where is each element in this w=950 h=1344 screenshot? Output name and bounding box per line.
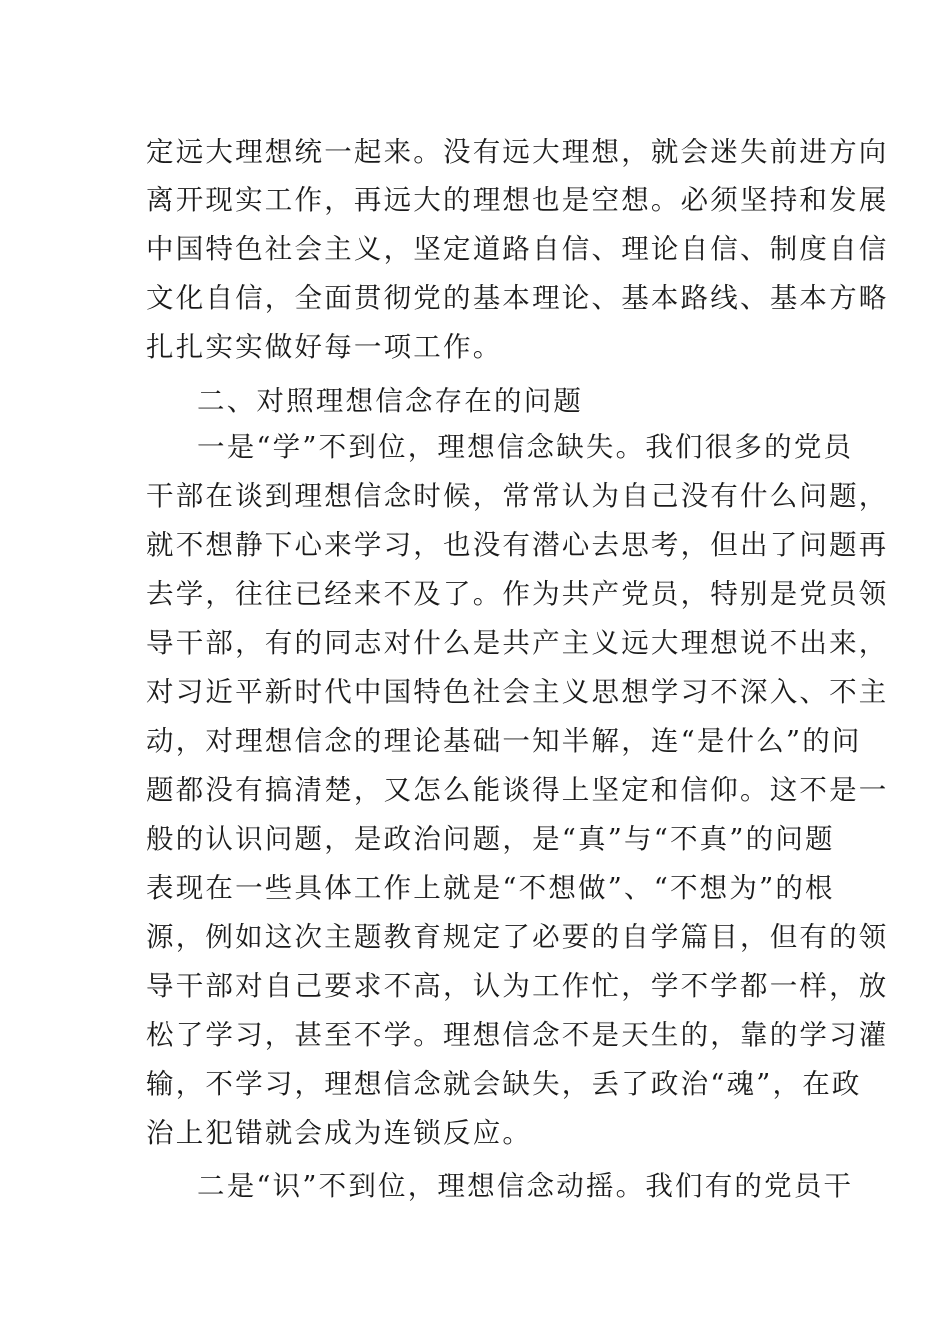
text-line: 中国特色社会主义，坚定道路自信、理论自信、制度自信	[146, 233, 889, 265]
text-line: 动，对理想信念的理论基础一知半解，连“是什么”的问	[146, 725, 862, 757]
text-line: 导干部对自己要求不高，认为工作忙，学不学都一样，放	[146, 970, 889, 1002]
text-line: 定远大理想统一起来。没有远大理想，就会迷失前进方向	[146, 136, 889, 168]
text-line: 题都没有搞清楚，又怎么能谈得上坚定和信仰。这不是一	[146, 774, 889, 806]
text-line: 干部在谈到理想信念时候，常常认为自己没有什么问题，	[146, 480, 889, 512]
text-line: 文化自信，全面贯彻党的基本理论、基本路线、基本方略	[146, 282, 889, 314]
text-line: 离开现实工作，再远大的理想也是空想。必须坚持和发展	[146, 184, 889, 216]
text-line: 输，不学习，理想信念就会缺失，丢了政治“魂”，在政	[146, 1068, 862, 1100]
text-line: 般的认识问题，是政治问题，是“真”与“不真”的问题	[146, 823, 835, 855]
text-line: 去学，往往已经来不及了。作为共产党员，特别是党员领	[146, 578, 889, 610]
text-line: 扎扎实实做好每一项工作。	[146, 331, 503, 363]
text-line: 导干部，有的同志对什么是共产主义远大理想说不出来，	[146, 627, 889, 659]
text-line: 表现在一些具体工作上就是“不想做”、“不想为”的根	[146, 872, 835, 904]
text-line: 对习近平新时代中国特色社会主义思想学习不深入、不主	[146, 676, 889, 708]
text-line: 就不想静下心来学习，也没有潜心去思考，但出了问题再	[146, 529, 889, 561]
paragraph-first-line: 一是“学”不到位，理想信念缺失。我们很多的党员	[197, 431, 854, 463]
section-heading: 二、对照理想信念存在的问题	[197, 385, 584, 417]
text-line: 源，例如这次主题教育规定了必要的自学篇目，但有的领	[146, 921, 889, 953]
text-line: 松了学习，甚至不学。理想信念不是天生的，靠的学习灌	[146, 1019, 889, 1051]
paragraph-first-line: 二是“识”不到位，理想信念动摇。我们有的党员干	[197, 1170, 854, 1202]
text-line: 治上犯错就会成为连锁反应。	[146, 1117, 533, 1149]
